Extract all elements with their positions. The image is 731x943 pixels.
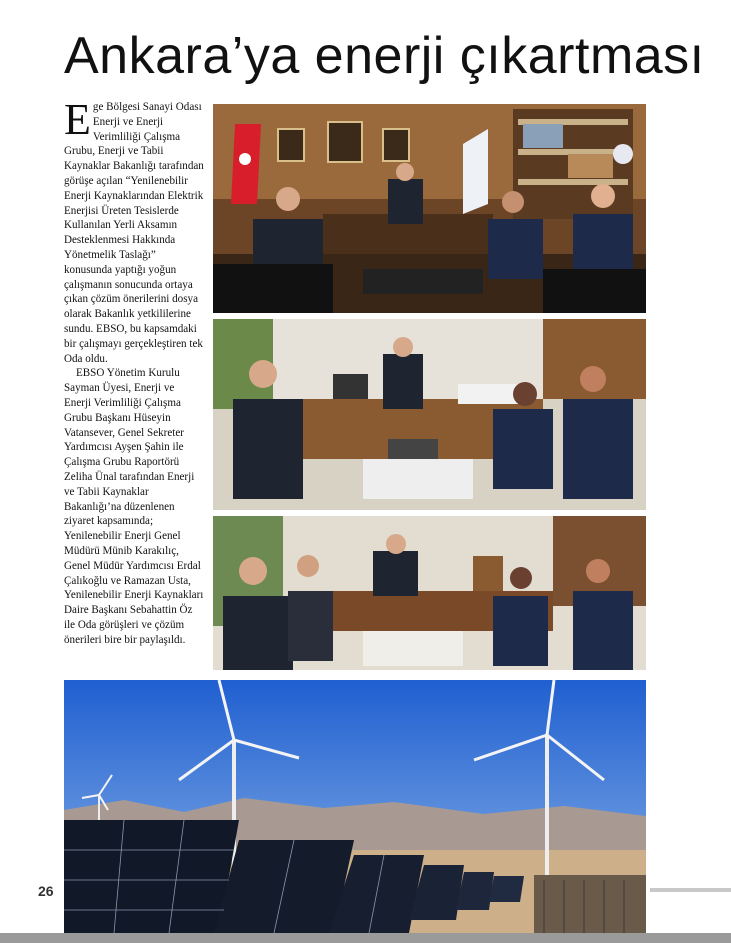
page-number: 26 — [38, 883, 54, 899]
meeting-photo-2 — [213, 319, 646, 510]
meeting-photo-1 — [213, 104, 646, 313]
page-bottom-bar — [0, 933, 731, 943]
paragraph-1 — [64, 95, 204, 366]
paragraph-2: EBSO Yönetim Kurulu Sayman Üyesi, Enerji ve Enerji Verimliliği Çalışma Grubu Başkanı Hüseyin Vatansever, Genel Sekreter Yardımcısı Ayşen Şahin ile Çalışma Grubu Raportörü Zeliha Ünal tarafından Enerji ve Tabii Kaynaklar Bakanlığı’na düzenlenen ziyaret kapsamında; Yenilenebilir Enerji Genel Müdürü Münib Karakılıç, Genel Müdür Yardımcısı Erdal Çalıkoğlu ve Ramazan Usta, Yenilenebilir Enerji Kaynakları Daire Başkanı Sebahattin Öz ile Oda görüşleri ve çözüm önerileri bire bir paylaşıldı. — [64, 367, 204, 646]
renewable-energy-photo — [64, 680, 646, 933]
article-headline: Ankara’ya enerji çıkartması — [64, 27, 705, 85]
footer-rule — [650, 888, 731, 892]
meeting-photo-3 — [213, 516, 646, 670]
drop-cap: E — [64, 95, 91, 144]
paragraph-1-text: ge Bölgesi Sanayi Odası Enerji ve Enerji Verimliliği Çalışma Grubu, Enerji ve Tabii Kaynaklar Bakanlığı tarafından görüşe açılan “Yenilenebilir Enerji Kaynaklarından Elektrik Enerjisi Üreten Tesislerde Kullanılan Yerli Aksamın Desteklenmesi Hakkında Yönetmelik Taslağı” konusunda yaptığı yoğun çalışmanın sonucunda ortaya çıkan çözüm önerilerini dosya olarak Bakanlık yetkililerine sundu. EBSO, bu kapsamdaki bir çalışmayı gerçekleştiren tek Oda oldu. — [64, 101, 204, 365]
article-body — [64, 95, 204, 647]
